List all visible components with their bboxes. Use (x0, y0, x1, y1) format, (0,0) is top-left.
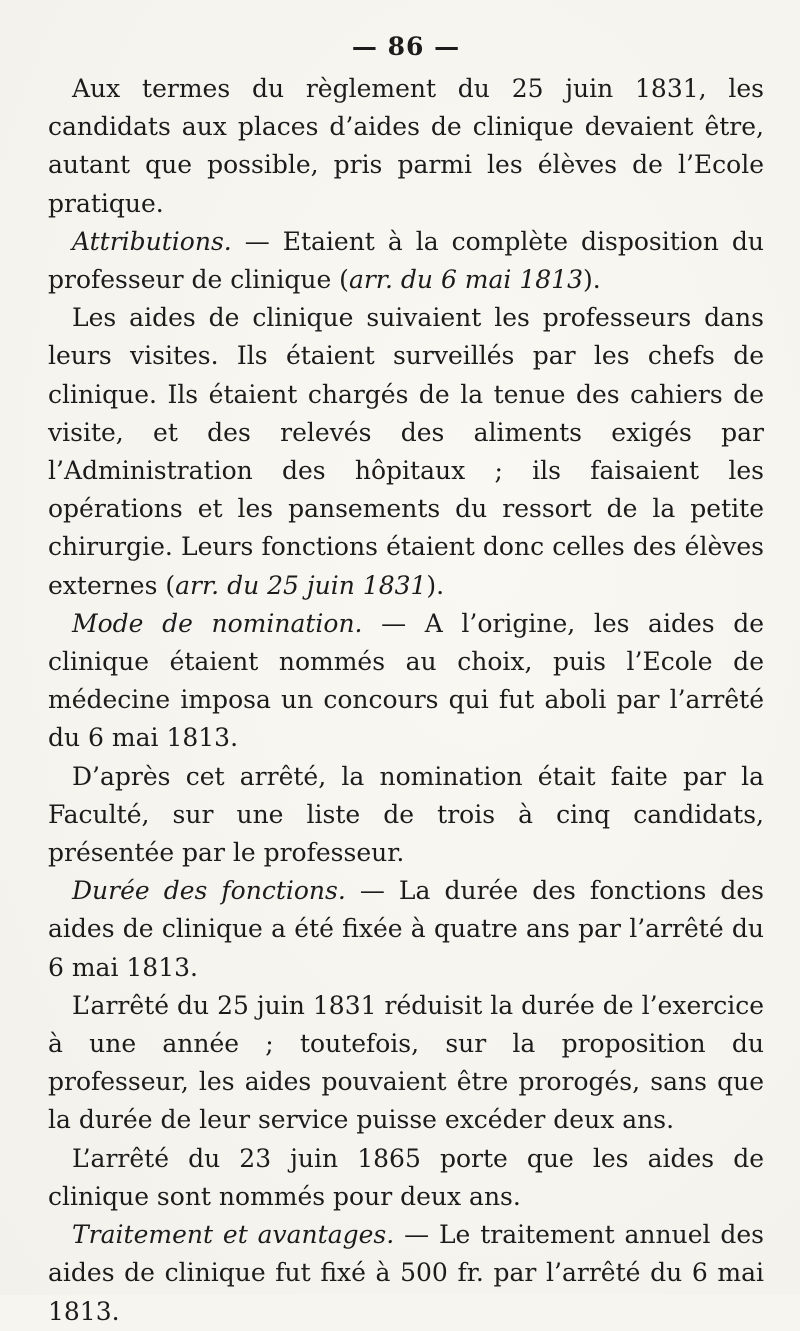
paragraph-4 (48, 605, 764, 758)
paragraph-lead: Attributions. (72, 226, 232, 256)
paragraph-reference: arr. du 25 juin 1831 (175, 570, 427, 600)
paragraph-3 (48, 299, 764, 605)
paragraph-6 (48, 872, 764, 987)
paragraph-text: L’arrêté du 23 juin 1865 porte que les aides de clinique sont nommés pour deux ans. (48, 1143, 764, 1211)
paragraph-lead: Mode de nomination. (72, 608, 363, 638)
paragraph-text: Les aides de clinique suivaient les professeurs dans leurs visites. Ils étaient surveillés par les chefs de clinique. Ils étaient chargés de la tenue des cahiers de visite, et des relevés des aliments exigés par l’Administration des hôpitaux ; ils faisaient les opérations et les pansements du ressort de la petite chirurgie. Leurs fonctions étaient donc celles des élèves externes ( (48, 303, 764, 600)
paragraph-8 (48, 1140, 764, 1216)
paragraph-text: — La durée des fonctions des aides de clinique a été fixée à quatre ans par l’arrêté du 6 mai 1813. (48, 876, 764, 982)
page-number: — 86 — (351, 32, 461, 61)
paragraph-text: — A l’origine, les aides de clinique étaient nommés au choix, puis l’Ecole de médecine imposa un concours qui fut aboli par l’arrêté du 6 mai 1813. (48, 608, 765, 753)
paragraph-9 (48, 1216, 764, 1331)
paragraph-reference: arr. du 6 mai 1813 (348, 265, 583, 295)
paragraph-7 (48, 987, 764, 1140)
paragraph-1 (48, 70, 764, 223)
paragraph-text: — Le traitement annuel des aides de clinique fut fixé à 500 fr. par l’arrêté du 6 mai 1813. (48, 1220, 764, 1326)
paragraph-2 (48, 223, 764, 299)
paragraph-tail: ). (583, 265, 601, 295)
paragraph-text: Aux termes du règlement du 25 juin 1831, les candidats aux places d’aides de clinique devaient être, autant que possible, pris parmi les élèves de l’Ecole pratique. (48, 74, 764, 218)
paragraph-lead: Durée des fonctions. (72, 876, 346, 906)
paragraph-text: D’après cet arrêté, la nomination était faite par la Faculté, sur une liste de trois à cinq candidats, présentée par le professeur. (48, 761, 764, 868)
paragraph-lead: Traitement et avantages. (72, 1220, 395, 1250)
paragraph-5 (48, 758, 764, 873)
paragraph-tail: ). (426, 570, 445, 600)
paragraph-text: L’arrêté du 25 juin 1831 réduisit la durée de l’exercice à une année ; toutefois, sur la proposition du professeur, les aides pouvaient être prorogés, sans que la durée de leur service puisse excéder deux ans. (48, 990, 764, 1135)
paragraph-text: — Etaient à la complète disposition du professeur de clinique ( (48, 226, 764, 295)
